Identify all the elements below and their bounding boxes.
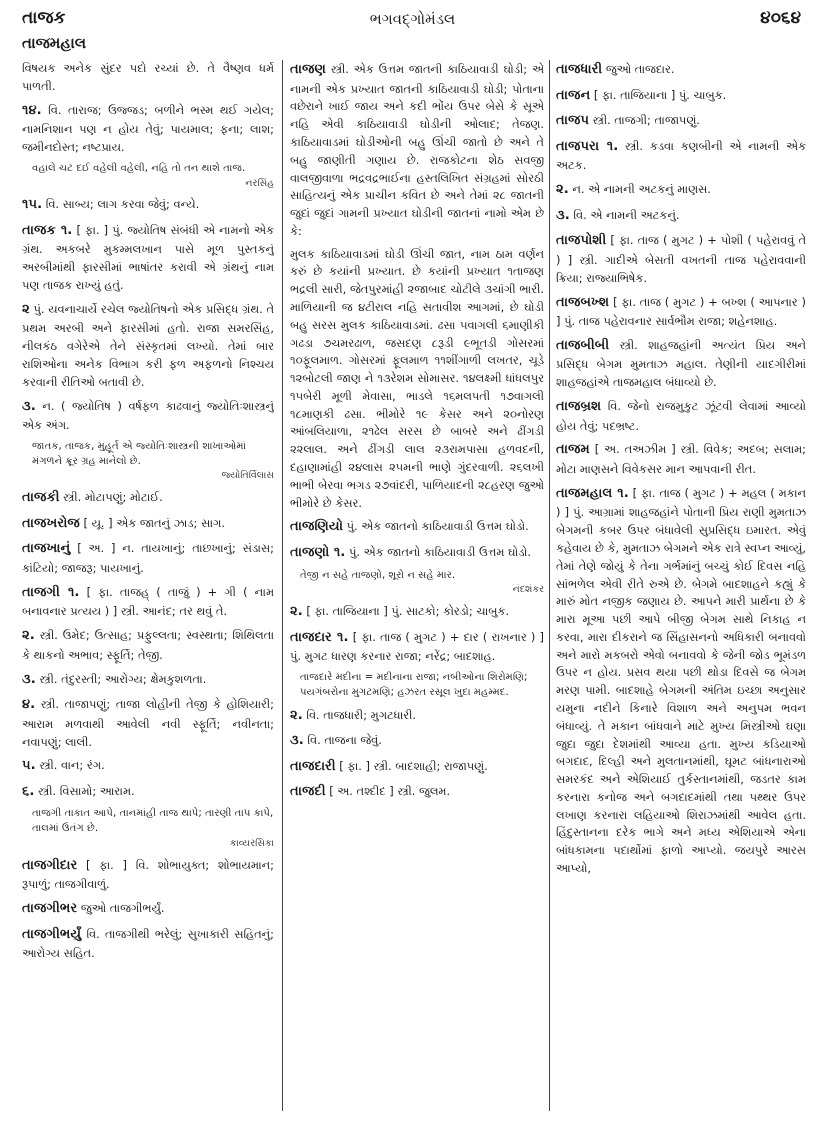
entry-headword: ૩.	[22, 398, 36, 414]
entry-definition: [ ફા. તાજિયાના ] પું. સાટકો; કોરડો; ચાબુક.	[306, 604, 510, 619]
entry-definition: સ્ત્રી. એક ઉત્તમ જાતની કાઠિયાવાડી ઘોડી; એ નામની એક પ્રખ્યાત જાતની કાઠિયાવાડી ઘોડી; પોતાના વછેરાને ખાઈ જાય અને કદી ભોંય ઉપર બેસે કે સૂએ નહિ એવી કાઠિયાવાડી ઘોડીની ઓલાદ; તેજણ. કાઠિયાવાડમાં ઘોડીઓની બહુ ઊંચી જાતો છે અને તે બહુ જાણીતી ગણાય છે. રાજકોટના શેઠ સવજી વાલજીવાળા ભદ્રવદ્રભાઈના હસ્તલિખિત સંગ્રહમાં સોરઠી સાહિત્યનું એક પ્રાચીન કવિત છે અને તેમાં ૨૮ જાતની જુદાં જુદાં ગામની પ્રખ્યાત ઘોડીની જાતનાં નામો એમ છે કે:	[290, 62, 544, 238]
dictionary-entry	[290, 602, 544, 623]
dictionary-entry	[290, 517, 544, 538]
entry-definition: વિ. તાજધારી; મુગટધારી.	[306, 707, 417, 722]
header-left-guideword: તાજક	[22, 8, 66, 28]
entry-headword: ૩.	[290, 733, 304, 749]
quotation	[32, 807, 274, 850]
dictionary-entry	[290, 731, 544, 752]
entry-headword: ૩.	[556, 207, 570, 223]
column-divider	[282, 60, 283, 1111]
entry-headword: તાજમ	[556, 442, 590, 458]
entry-headword: તાજબીબી	[556, 337, 610, 353]
quotation-text: તેજી ન સહે તાજણો, શૂરો ન સહે માર.	[300, 569, 456, 581]
entry-definition: જુઓ તાજગીભર્યું.	[80, 901, 165, 916]
dictionary-entry	[22, 670, 274, 691]
entry-definition: ન. ( જ્યોતિષ ) વર્ષફળ કાઢવાનું જ્યોતિઃશાસ્ત્રનું એક અંગ.	[22, 398, 274, 433]
entry-definition: સ્ત્રી. વાન; રંગ.	[39, 758, 105, 773]
entry-headword: ૨	[22, 301, 30, 317]
dictionary-entry	[22, 626, 274, 664]
dictionary-entry	[556, 137, 806, 175]
entry-definition: [ અ. તશ્દીદ ] સ્ત્રી. જુલમ.	[329, 784, 451, 799]
entry-definition: [ ફા. તાજ ( મુગટ ) + બખ્શ ( આપનાર ) ] પું. તાજ પહેરાવનાર સાર્વભૌમ રાજા; શહેનશાહ.	[556, 294, 806, 329]
column-2	[290, 60, 544, 1113]
dictionary-entry	[22, 488, 274, 509]
entry-headword: ૪.	[22, 697, 36, 713]
entry-headword: તાજણ	[290, 62, 326, 77]
entry-definition: [ અ. ] ન. તાયખાનું; તાછખાનું; સંડાસ; કાંટિયો; જાજરૂ; પાયખાનું.	[22, 541, 274, 575]
dictionary-entry	[290, 543, 544, 564]
entry-definition: [ ફા. તાજ ( મુગટ ) + દાર ( રાખનાર ) ] પું. મુગટ ધારણ કરનાર રાજા; નરેંદ્ર; બાદશાહ.	[290, 629, 544, 664]
dictionary-entry	[22, 514, 274, 535]
dictionary-entry	[290, 60, 544, 241]
entry-definition: વિ. સાબ્ય; લાગ કરવા જેવું; વન્યે.	[45, 197, 200, 212]
dictionary-entry	[22, 925, 274, 963]
quotation-text: વહાલે ચટ દઈ વહેલી વહેલી, નહિ તો તન થાશે તાજ.	[32, 162, 246, 174]
quotation-text: તાજદારે મદીના = મદીનાના રાજા; નબીઓના શિરોમણિ; પયગંબરોના મુગટમણિ; હઝરત રસૂલ ખુદા મહમ્મદ.	[300, 672, 528, 698]
dictionary-entry	[556, 86, 806, 107]
entry-headword: તાજગીદાર	[22, 857, 78, 873]
entry-headword: તાજકી	[22, 490, 60, 506]
page-header	[0, 0, 825, 40]
dictionary-entry	[22, 856, 274, 894]
dictionary-entry	[556, 440, 806, 478]
entry-definition: [ ફા. ] સ્ત્રી. બાદશાહી; રાજાપણું.	[339, 758, 488, 773]
quotation	[300, 569, 544, 598]
entry-headword: તાજણિયો	[290, 519, 344, 535]
entry-definition: વિ. એ નામની અટકનું.	[573, 207, 680, 222]
dictionary-entry	[22, 899, 274, 920]
dictionary-entry	[556, 206, 806, 227]
entry-definition: પું. એક જાતનો કાઠિયાવાડી ઉત્તમ ઘોડો.	[348, 544, 531, 559]
dictionary-entry	[22, 60, 274, 96]
column-divider	[549, 60, 550, 1111]
quotation-source: કાવ્યરસિકા	[229, 838, 274, 850]
dictionary-entry	[290, 782, 544, 803]
dictionary-entry	[290, 246, 544, 513]
entry-definition: વિ. તારાજ; ઉજ્જડ; બળીને ભસ્મ થઈ ગયેલ; નામનિશાન પણ ન હોય તેવું; પાયમાલ; ફના; લાશ; જમીનદોસ્ત; નષ્ટપ્રાય.	[22, 102, 274, 154]
header-sub-guideword: તાજમહાલ	[22, 34, 87, 52]
entry-definition: [ ફા. ] વિ. શોભાયુક્ત; શોભાયમાન; રૂપાળું; તાજગીવાળું.	[22, 857, 274, 892]
dictionary-entry	[22, 695, 274, 751]
entry-definition: વિ. તાજના જેવું.	[307, 733, 382, 748]
dictionary-entry	[556, 484, 806, 878]
entry-headword: તાજપ	[556, 113, 590, 129]
entry-definition: વિષયક અનેક સુંદર પદો રચ્યાં છે. તે વૈષ્ણવ ધર્મ પાળતી.	[22, 61, 274, 93]
dictionary-entry	[556, 293, 806, 331]
quotation	[32, 162, 274, 191]
entry-headword: ૧૫.	[22, 197, 43, 213]
entry-headword: તાજખરોજ	[22, 515, 80, 531]
entry-headword: ૨.	[290, 707, 303, 723]
entry-definition: વિ. તાજગીથી ભરેલું; સુખાકારી સહિતનું; આરોગ્ય સહિત.	[22, 926, 274, 961]
entry-headword: તાજદી	[290, 784, 326, 800]
entry-definition: સ્ત્રી. વિસામો; આરામ.	[38, 783, 135, 798]
entry-definition: [ ફા. ] પું. જ્યોતિષ સંબંધી એ નામનો એક ગ્રંથ. અકબરે મુકમ્મલખાન પાસે મૂળ પુસ્તકનું અરબીમાંથી ફારસીમાં ભાષાંતર કરાવી એ ગ્રંથનું નામ પણ તાજક રાખ્યું હતું.	[22, 222, 274, 293]
entry-headword: તાજક ૧.	[22, 222, 73, 238]
entry-definition: [ ફા. તાજિયાના ] પું. ચાબુક.	[593, 87, 727, 102]
entry-definition: સ્ત્રી. તંદુરસ્તી; આરોગ્ય; ક્ષેમકુશળતા.	[39, 671, 207, 686]
entry-headword: તાજગીભર્યું	[22, 926, 82, 942]
page-number: ૪૦૬૪	[760, 8, 801, 28]
entry-definition: સ્ત્રી. ઉમેદ; ઉત્સાહ; પ્રફુલ્લતા; સ્વસ્થતા; શિથિલતા કે થાકનો અભાવ; સ્ફૂર્તિ; તેજી.	[22, 628, 274, 662]
entry-headword: ૨.	[22, 628, 35, 644]
dictionary-entry	[22, 583, 274, 621]
entry-definition: [ ફા. તાજ ( મુગટ ) + મહલ ( મકાન ) ] પું. આગ્રામાં શાહજહાંને પોતાની પ્રિય રાણી મુમતાઝ બેગમની કબર ઉપર બંધાવેલી સુપ્રસિદ્ધ ઇમારત. એવું કહેવાય છે કે, મુમતાઝ બેગમને એક રાત્રે સ્વપ્ન આવ્યું, તેમાં તેણે જોયું કે તેના ગર્ભમાંનું બચ્ચું કોઈ દિવસ નહિ સાંભળેલ એવી રીતે રુએ છે. બેગમે બાદશાહને કહ્યું કે મારું મોત નજીક જણાય છે. આપને મારી પ્રાર્થના છે કે મારા મૂઆ પછી આપે બીજી બેગમ સાથે નિકાહ ન કરવા, મારા દીકરાને જ સિંહાસનનો અધિકારી બનાવવો અને મારો મકબરો એવો બનાવવો કે જેની જોડ ભૂમંડળ ઉપર ન હોય. પ્રસવ થયા પછી થોડા દિવસે જ બેગમ મરણ પામી. બાદશાહે બેગમની અંતિમ ઇચ્છા અનુસાર યમુના નદીને કિનારે વિશાળ અને અનુપમ ભવન બંધાવ્યું. તે મકાન બાંધવાને માટે મુખ્ય મિસ્ત્રીઓ ઘણા જુદા જુદા દેશમાંથી આવ્યા હતા. મુખ્ય કડિયાઓ બગદાદ, દિલ્હી અને મુલતાનમાંથી, ઘૂમટ બાંધનારાઓ સમરકંદ અને એશિયાઈ તુર્કસ્તાનમાંથી, જડતર કામ કરનારા કનોજ અને બગદાદમાંથી તથા પથ્થર ઉપર લખાણ કરનારા લહિયાઓ શિરાઝમાંથી આવેલ હતા. હિંદુસ્તાનના દરેક ભાગે અને મધ્ય એશિયાએ એના બાંધકામના પદાર્થોમાં ફાળો આપ્યો. જયપુરે આરસ આપ્યો,	[556, 485, 806, 875]
entry-definition: [ ફા. તાજ ( મુગટ ) + પોશી ( પહેરાવવું તે ) ] સ્ત્રી. ગાદીએ બેસતી વખતની તાજ પહેરાવવાની ક્રિયા; રાજ્યાભિષેક.	[556, 233, 806, 285]
entry-definition: [ અ. તઅઝીમ ] સ્ત્રી. વિવેક; અદબ; સલામ; મોટા માણસને વિવેકસર માન આપવાની રીત.	[556, 442, 806, 476]
entry-headword: તાજબ્રશ	[556, 399, 602, 415]
quotation-text: તાજગી તાકાત આપે, તાનમાંહી તાજ થાપે; તારણી તાપ કાપે, તાલમાં ઉતંગ છે.	[32, 808, 274, 835]
entry-headword: ૨.	[556, 182, 569, 198]
dictionary-entry	[22, 782, 274, 803]
column-1	[22, 60, 274, 1113]
entry-definition: [ યૂ. ] એક જાતનું ઝાડ; સાગ.	[83, 515, 225, 530]
entry-definition: જુઓ તાજદાર.	[605, 62, 675, 76]
quotation	[300, 671, 544, 701]
entry-headword: તાજપરા ૧.	[556, 138, 619, 154]
entry-definition: સ્ત્રી. તાજગી; તાજાપણું.	[592, 113, 700, 128]
entry-headword: તાજમહાલ ૧.	[556, 485, 629, 501]
dictionary-entry	[22, 397, 274, 435]
dictionary-entry	[290, 757, 544, 778]
dictionary-entry	[290, 628, 544, 666]
entry-headword: ૫.	[22, 758, 36, 774]
entry-definition: સ્ત્રી. કડવા કણબીની એ નામની એક અટક.	[556, 138, 806, 173]
quotation-text: જાતક, તાજક, મુહૂર્ત એ જ્યોતિઃશાસ્ત્રની શાખાઓમાં મંગળને ક્રૂર ગ્રહ માનેલો છે.	[32, 440, 247, 467]
entry-headword: તાજગીભર	[22, 901, 78, 917]
entry-headword: તાજખાનું	[22, 541, 71, 557]
dictionary-entry	[22, 101, 274, 157]
entry-definition: સ્ત્રી. શાહજહાંની અત્યંત પ્રિય અને પ્રસિદ્ધ બેગમ મુમતાઝ મહાલ. તેણીની યાદગીરીમાં શાહજહાંએ તાજમહાલ બંધાવ્યો છે.	[556, 337, 806, 390]
entry-headword: ૩.	[22, 671, 36, 687]
entry-headword: ૨.	[290, 604, 303, 620]
entry-headword: તાજદાર ૧.	[290, 629, 349, 645]
entry-definition: પું. એક જાતનો કાઠિયાવાડી ઉત્તમ ઘોડો.	[346, 519, 529, 534]
dictionary-entry	[556, 231, 806, 287]
entry-headword: તાજબખ્શ	[556, 294, 610, 310]
quotation-source: નરસિંહ	[245, 177, 274, 189]
entry-definition: ન. એ નામની અટકનું માણસ.	[572, 182, 711, 197]
entry-headword: તાજણો ૧.	[290, 544, 346, 560]
entry-headword: તાજદારી	[290, 758, 336, 774]
entry-headword: તાજન	[556, 87, 591, 103]
quotation-source: નંદશંકર	[512, 584, 544, 596]
dictionary-entry	[290, 706, 544, 727]
dictionary-entry	[22, 539, 274, 577]
dictionary-entry	[556, 397, 806, 435]
quotation-source: જ્યોતિર્વિલાસ	[221, 470, 274, 482]
dictionary-entry	[556, 60, 806, 81]
entry-headword: ૧૪.	[22, 102, 42, 118]
dictionary-entry	[556, 111, 806, 132]
entry-definition: સ્ત્રી. મોટાપણું; મોટાઈ.	[63, 490, 163, 505]
dictionary-entry	[22, 300, 274, 392]
entry-definition: પું. યવનાચાર્યે રચેલ જ્યોતિષનો એક પ્રસિદ્ધ ગ્રંથ. તે પ્રથમ અરબી અને ફારસીમાં હતો. રાજા સમરસિંહ, નીલકંઠ વગેરેએ તેને સંસ્કૃતમાં લખ્યો. તેમાં બાર રાશિઓના અનેક વિભાગ કરી ફળ અફળનો નિશ્ચય કરવાની રીતિઓ બતાવી છે.	[22, 301, 274, 389]
entry-headword: તાજપોશી	[556, 233, 607, 249]
dictionary-entry	[22, 221, 274, 295]
entry-definition: [ ફા. તાજહ્ ( તાજું ) + ગી ( નામ બનાવનાર પ્રત્યય ) ] સ્ત્રી. આનંદ; તર થવું તે.	[22, 584, 274, 619]
quotation	[32, 440, 274, 483]
entry-headword: તાજગી ૧.	[22, 584, 80, 600]
dictionary-entry	[22, 195, 274, 216]
dictionary-entry	[22, 756, 274, 777]
entry-definition: વિ. જેનો રાજમુકુટ ઝૂંટવી લેવામાં આવ્યો હોય તેવું; પદભ્રષ્ટ.	[556, 399, 806, 433]
entry-headword: ૬.	[22, 783, 35, 799]
dictionary-entry	[556, 336, 806, 392]
column-3	[556, 60, 806, 1113]
dictionary-entry	[556, 180, 806, 201]
entry-definition: મુલક કાઠિયાવાડમાં ઘોડી ઊંચી જાત, નામ ઠામ વર્ણન કરું છે કયાંની પ્રખ્યાત. છે કયાંની પ્રખ્યાત ૧તાજણ ભદ્રલી સારી, જેતપુરમાંહી ૨જાબાદ ચોટીલે ૩ચાંગી ભારી. માળિયાની જ ૪ટીરાલ નહિ સતાવીશ આગમાં, છે ઘોડી બહુ સરસ મુલક કાઠિયાવાડમાં. ઢસા ૫વાગલી ૬માણીકી ગઢડા ૭ચમરઢાળ, જસદણ ૮રૂડી ૯ભૂતડી ગોસરમાં ૧૦ફૂલમાળ. ગોસરમાં ફૂલમાળ ૧૧શીંગાળી લખતર, ચૂડે ૧૨બોટલી જાણ ને ૧૩રેશમ સોમાસર. ૧૪લક્ષ્મી ધાંધલપુર ૧૫બેરી મૂળી મેવાસા, ભાડલે ૧૬મલપતી ૧૭વાગલી ૧૮માણકી ઢસા. ભીમોરે ૧૯ કેસર અને ૨૦નોરણ આંબલિયાળા, ૨૧ઢેલ સરસ છે બાબરે અને ઢીંગડી ૨૨લાલ. અને ઢીંગડી લાલ ૨૩રામપાસા હળવદની, દહાણામાંહી ૨૪લાસ ૨૫મની ભાણે ગુંદરવાળી. ૨૬લખી ભાભી બેરવા ભગડ ૨૭વાંદરી, પાળિયાદની ૨૮હરણ જુઓ ભીમોરે છે કેસર.	[290, 246, 544, 510]
entry-headword: તાજધારી	[556, 62, 603, 77]
header-title: ભગવદ્ગોમંડલ	[369, 10, 456, 28]
entry-definition: સ્ત્રી. તાજાપણું; તાજા લોહીની તેજી કે હોશિયારી; આરામ મળવાથી આવેલી નવી સ્ફૂર્તિ; નવીનતા; નવાપણું; લાલી.	[22, 697, 274, 749]
